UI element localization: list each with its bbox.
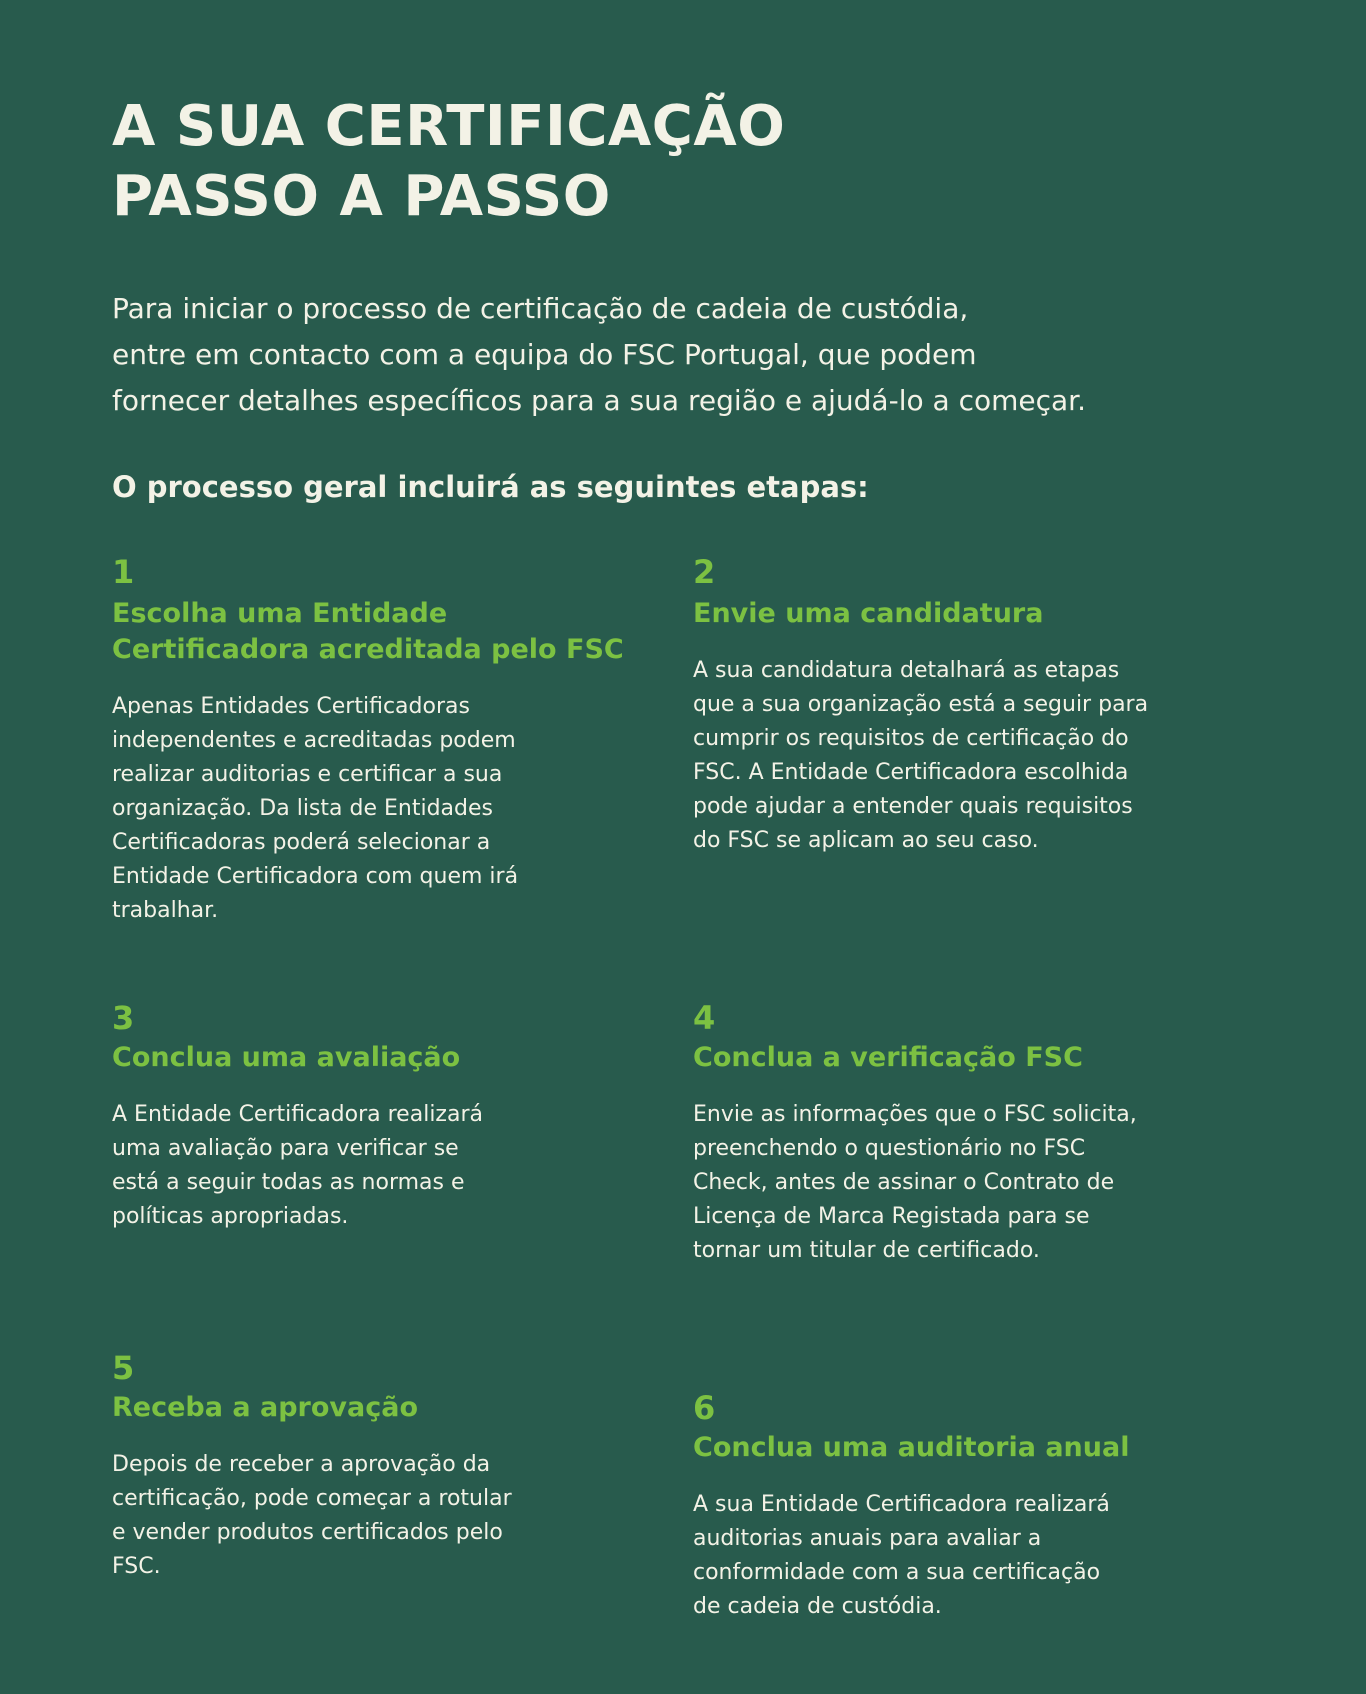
step-description-line: realizar auditorias e certificar a sua	[112, 762, 503, 787]
intro-line-2: entre em contacto com a equipa do FSC Portugal, que podem	[112, 338, 977, 371]
step-2	[693, 550, 1213, 858]
step-title-line: Receba a aprovação	[112, 1392, 418, 1423]
step-title	[693, 1430, 1213, 1466]
step-description-line: e vender produtos certificados pelo	[112, 1520, 503, 1545]
step-description	[693, 654, 1213, 858]
step-title	[693, 1040, 1213, 1076]
step-description-line: Entidade Certificadora com quem irá	[112, 864, 519, 889]
step-4	[693, 996, 1213, 1268]
step-description-line: Licença de Marca Registada para se	[693, 1204, 1090, 1229]
intro-line-1: Para iniciar o processo de certificação de cadeia de custódia,	[112, 292, 969, 325]
step-description-line: trabalhar.	[112, 898, 219, 923]
step-description-line: políticas apropriadas.	[112, 1204, 349, 1229]
step-description	[693, 1488, 1213, 1624]
step-title	[112, 596, 632, 668]
step-description-line: Certificadoras poderá selecionar a	[112, 830, 491, 855]
step-description-line: FSC. A Entidade Certificadora escolhida	[693, 760, 1129, 785]
step-1	[112, 550, 632, 928]
step-title	[112, 1390, 632, 1426]
step-description-line: conformidade com a sua certificação	[693, 1560, 1101, 1585]
page-title-line-1: A SUA CERTIFICAÇÃO	[112, 94, 786, 159]
step-number: 1	[112, 553, 135, 591]
step-description-line: do FSC se aplicam ao seu caso.	[693, 828, 1039, 853]
step-3	[112, 996, 632, 1234]
step-title	[112, 1040, 632, 1076]
step-description-line: tornar um titular de certificado.	[693, 1238, 1040, 1263]
step-description-line: Check, antes de assinar o Contrato de	[693, 1170, 1115, 1195]
page-title	[112, 92, 785, 232]
step-description-line: de cadeia de custódia.	[693, 1594, 942, 1619]
step-description-line: uma avaliação para verificar se	[112, 1136, 459, 1161]
step-title-line: Certificadora acreditada pelo FSC	[112, 634, 624, 665]
step-description-line: Apenas Entidades Certificadoras	[112, 694, 470, 719]
step-description-line: está a seguir todas as normas e	[112, 1170, 465, 1195]
step-description	[693, 1098, 1213, 1268]
page-title-line-2: PASSO A PASSO	[112, 164, 611, 229]
step-description-line: preenchendo o questionário no FSC	[693, 1136, 1086, 1161]
step-description-line: Envie as informações que o FSC solicita,	[693, 1102, 1137, 1127]
step-description	[112, 1448, 632, 1584]
step-description	[112, 1098, 632, 1234]
step-description-line: A sua Entidade Certificadora realizará	[693, 1492, 1110, 1517]
step-description-line: A Entidade Certificadora realizará	[112, 1102, 483, 1127]
step-title	[693, 596, 1213, 632]
process-heading: O processo geral incluirá as seguintes etapas:	[112, 470, 869, 504]
step-number: 3	[112, 999, 135, 1037]
step-number: 6	[693, 1389, 716, 1427]
step-title-line: Conclua uma avaliação	[112, 1042, 461, 1073]
step-description-line: A sua candidatura detalhará as etapas	[693, 658, 1120, 683]
intro-line-3: fornecer detalhes específicos para a sua região e ajudá-lo a começar.	[112, 384, 1086, 417]
step-title-line: Conclua uma auditoria anual	[693, 1432, 1130, 1463]
intro-paragraph	[112, 286, 1292, 424]
step-number: 5	[112, 1349, 135, 1387]
step-description-line: independentes e acreditadas podem	[112, 728, 516, 753]
step-description-line: auditorias anuais para avaliar a	[693, 1526, 1042, 1551]
step-description-line: Depois de receber a aprovação da	[112, 1452, 491, 1477]
step-description-line: certificação, pode começar a rotular	[112, 1486, 512, 1511]
step-description-line: cumprir os requisitos de certificação do	[693, 726, 1129, 751]
step-title-line: Envie uma candidatura	[693, 598, 1044, 629]
step-title-line: Escolha uma Entidade	[112, 598, 448, 629]
step-description-line: pode ajudar a entender quais requisitos	[693, 794, 1133, 819]
step-description-line: que a sua organização está a seguir para	[693, 692, 1149, 717]
step-description-line: organização. Da lista de Entidades	[112, 796, 493, 821]
step-description-line: FSC.	[112, 1554, 161, 1579]
step-title-line: Conclua a verificação FSC	[693, 1042, 1083, 1073]
step-6	[693, 1386, 1213, 1624]
step-number: 2	[693, 553, 716, 591]
step-description	[112, 690, 632, 928]
step-5	[112, 1346, 632, 1584]
step-number: 4	[693, 999, 716, 1037]
